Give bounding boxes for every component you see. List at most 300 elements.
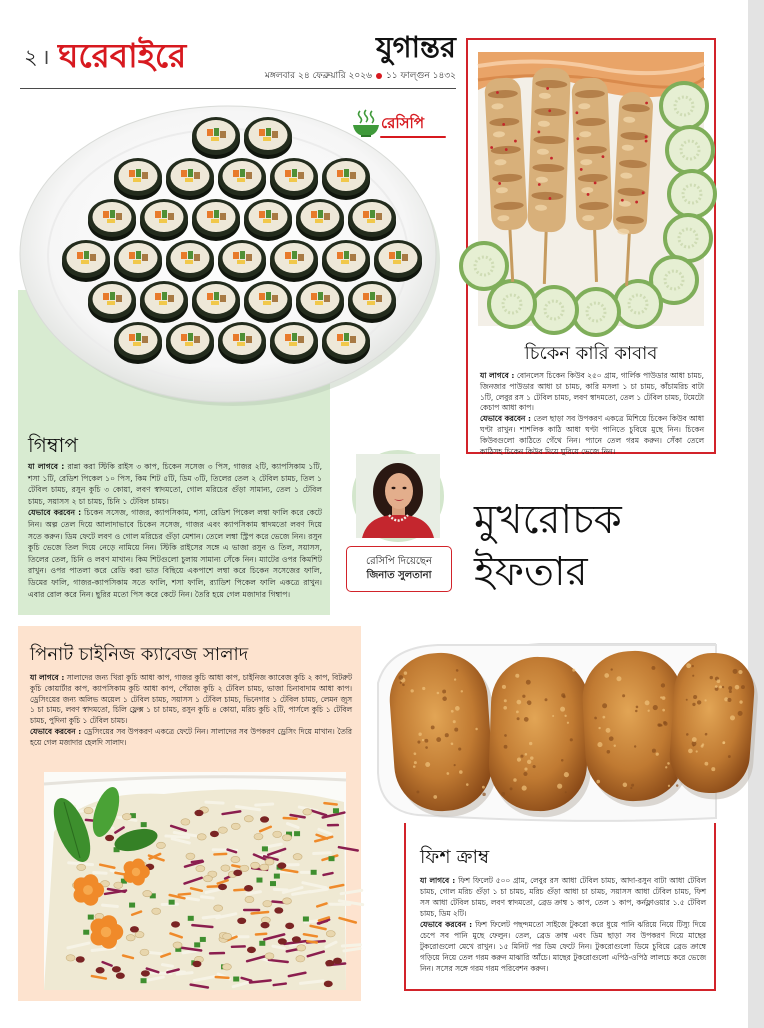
egg-filling (185, 260, 193, 264)
sausage-filling (298, 172, 304, 179)
capsicum-piece (333, 808, 339, 813)
gimbap-piece (114, 322, 162, 364)
gimbap-title: গিম্বাপ (28, 433, 78, 457)
sausage-filling (402, 254, 408, 261)
salad-photo (44, 772, 346, 990)
peanut (214, 905, 223, 911)
credit-label: রেসিপি দিয়েছেন (366, 556, 432, 567)
capsicum-piece (270, 881, 276, 886)
carrot-filling (259, 211, 265, 218)
red-bean (105, 835, 114, 841)
peanut (77, 864, 86, 870)
peanut (293, 854, 302, 860)
capsicum-piece (194, 942, 200, 947)
egg-filling (289, 178, 297, 182)
gimbap-method (28, 507, 322, 600)
egg-filling (133, 178, 141, 182)
egg-filling (393, 260, 401, 264)
carrot-filling (259, 129, 265, 136)
capsicum-piece (262, 846, 268, 851)
sausage-filling (272, 213, 278, 220)
cucumber-filling (84, 251, 89, 259)
peanut (254, 833, 263, 839)
eye (403, 487, 407, 489)
gimbap-piece (322, 158, 370, 200)
cucumber-filling (188, 169, 193, 177)
cucumber-slice (531, 287, 577, 333)
peanut (140, 949, 149, 955)
cucumber-filling (136, 169, 141, 177)
egg-filling (211, 219, 219, 223)
carrot-shred (179, 894, 190, 895)
newspaper-logo: যুগান্তর (375, 30, 456, 64)
carrot-filling (233, 252, 239, 259)
red-bean (324, 981, 333, 987)
carrot-filling (207, 129, 213, 136)
peanut (273, 831, 282, 837)
peanut (245, 896, 254, 902)
sausage-filling (90, 254, 96, 261)
peanut (222, 964, 231, 970)
cabbage-shred (162, 965, 172, 967)
egg-filling (289, 260, 297, 264)
egg-filling (367, 219, 375, 223)
fish-method (420, 919, 706, 974)
cucumber-filling (318, 292, 323, 300)
capsicum-piece (141, 978, 147, 983)
cabbage-shred (202, 897, 214, 898)
peanut (156, 842, 165, 848)
egg-filling (133, 260, 141, 264)
ingredients-text: রান্না করা স্টিকি রাইস ৩ কাপ, চিকেন সসেজ ৩ পিস, গাজর ২টি, ক্যাপসিকাম ১টি, শসা ১টি, রেডিশ পিকেল ১০ পিস, কিম শিট ৫টি, ডিম ৩টি, তিলের তেল ২ টেবিল চামচ, তিল ১ টেবিল চামচ, রসুন কুচি ৩ কোয়া, লবণ স্বাদমতো, গোল মরিচের গুঁড়া সামান্য, তেল ১ টেবিল চামচ, সয়াসস ২ চা চামচ, চিনি ১ টেবিল চামচ। (28, 462, 322, 506)
ingredients-text: বোনলেস চিকেন কিউব ২৫০ গ্রাম, গার্লিক পাউডার আধা চামচ, জিনজার পাউডার আধা চা চামচ, কারি মসলা ১ চা চামচ, কাঁচামরিচ বাটা ১টি, লেবুর রস ১ টেবিল চামচ, লবণ স্বাদমতো, তেল ১ টেবিল চামচ, টমেটো কেচাপ আধা কাপ। (480, 371, 704, 413)
gimbap-piece (88, 199, 136, 241)
chicken-kabab-title: চিকেন কারি কাবাব (524, 343, 658, 364)
date-separator-dot (376, 73, 382, 79)
carrot-filling (103, 293, 109, 300)
carrot-filling (337, 334, 343, 341)
peanut (296, 956, 305, 962)
gimbap-piece (296, 199, 344, 241)
cucumber-slice (665, 215, 711, 261)
sausage-filling (324, 295, 330, 302)
gimbap-piece (322, 240, 370, 282)
red-bean (261, 922, 270, 928)
capsicum-piece (83, 930, 89, 935)
chicken-kabab-body (480, 371, 704, 456)
peanut (283, 898, 292, 904)
egg-filling (315, 301, 323, 305)
gimbap-body (28, 461, 322, 613)
page-number (24, 44, 50, 70)
peanut (186, 853, 195, 859)
gimbap-piece (296, 281, 344, 323)
cabbage-shred (177, 973, 192, 975)
gimbap-piece (270, 322, 318, 364)
gimbap-piece (62, 240, 110, 282)
peanut (203, 875, 212, 881)
carrot-filling (155, 293, 161, 300)
egg-filling (107, 301, 115, 305)
cucumber-filling (370, 292, 375, 300)
croquette-body (667, 650, 757, 795)
cucumber-filling (136, 251, 141, 259)
ingredients-label: যা লাগবে : (30, 673, 65, 682)
egg-filling (211, 137, 219, 141)
method-label: যেভাবে করবেন : (30, 726, 82, 736)
egg-filling (341, 178, 349, 182)
method-label: যেভাবে করবেন : (28, 508, 82, 518)
cucumber-filling (214, 128, 219, 136)
cucumber-filling (370, 210, 375, 218)
recipe-credit (346, 546, 452, 592)
egg-filling (263, 219, 271, 223)
gimbap-plate-photo (16, 96, 442, 408)
peanut (303, 809, 312, 815)
red-bean (76, 956, 85, 962)
peanut (143, 890, 152, 896)
salad-method (30, 727, 352, 749)
cucumber-slice (669, 171, 715, 217)
peanut (181, 819, 190, 825)
carrot-shred (284, 818, 297, 819)
carrot-filling (129, 334, 135, 341)
peanut (197, 834, 206, 840)
gimbap-piece (166, 322, 214, 364)
cucumber-filling (162, 292, 167, 300)
gimbap-piece (192, 117, 240, 159)
egg-filling (107, 219, 115, 223)
red-bean (171, 921, 180, 927)
sausage-filling (220, 213, 226, 220)
croquette-body (487, 655, 590, 812)
sausage-filling (168, 295, 174, 302)
carrot-filling (285, 334, 291, 341)
sausage-filling (272, 295, 278, 302)
eye (392, 487, 396, 489)
red-bean (237, 918, 246, 924)
fish-croquette (487, 655, 595, 818)
peanut (126, 935, 135, 941)
capsicum-piece (329, 856, 335, 861)
ingredients-text: সালাদের জন্য খিরা কুচি আধা কাপ, গাজর কুচি আধা কাপ, চাইনিজ ক্যাবেজ কুচি ২ কাপ, বিটরুট কুচি কোয়ার্টার কাপ, ক্যাপসিকাম কুচি আধা কাপ, পেঁয়াজ কুচি ২ টেবিল চামচ, ভাজা চিনাবাদাম আধা কাপ। ড্রেসিংয়ের জন্য অলিভ অয়েল ১ টেবিল চামচ, সয়াসস ১ টেবিল চামচ, ভিনেগার ১ টেবিল চামচ, লেমন জুস ১ চা চামচ, লবণ স্বাদমতো, চিলি ফ্লেক্স ১ চা চামচ, রসুন কুচি ৪ কোয়া, মরিচ কুচি ২টি, পার্সলে কুচি ১ টেবিল চামচ, পুদিনা কুচি ১ টেবিল চামচ। (30, 673, 352, 726)
gimbap-piece (88, 281, 136, 323)
capsicum-piece (256, 878, 262, 883)
page-edge-strip (748, 0, 764, 1028)
peanut (196, 865, 205, 871)
carrot-filling (337, 170, 343, 177)
sausage-filling (350, 336, 356, 343)
peanut (326, 931, 335, 937)
capsicum-piece (200, 937, 206, 942)
red-bean (333, 958, 342, 964)
cabbage-shred (103, 905, 118, 906)
carrot-filling (181, 252, 187, 259)
cucumber-filling (214, 210, 219, 218)
bowl-base (361, 135, 371, 137)
bowl (353, 125, 379, 136)
ingredients-label: যা লাগবে : (480, 371, 515, 380)
peanut (231, 823, 240, 829)
carrot-filling (181, 170, 187, 177)
salad-body (30, 673, 352, 765)
egg-filling (289, 342, 297, 346)
gimbap-piece (140, 281, 188, 323)
salad-ingredients (30, 673, 352, 727)
carrot-center (132, 868, 140, 876)
red-bean (218, 884, 227, 890)
cucumber-filling (344, 333, 349, 341)
peanut (122, 814, 131, 820)
peanut (240, 865, 249, 871)
red-bean (244, 885, 253, 891)
egg-filling (185, 342, 193, 346)
red-bean (194, 810, 203, 816)
peanut (66, 955, 75, 961)
carrot-filling (181, 334, 187, 341)
sausage-filling (220, 295, 226, 302)
egg-filling (237, 342, 245, 346)
carrot-shred (252, 912, 268, 914)
method-label: যেভাবে করবেন : (420, 920, 473, 929)
fish-crumb-title: ফিশ ক্রাম্ব (420, 846, 490, 868)
page-number-separator: । (41, 45, 50, 69)
cucumber-filling (266, 292, 271, 300)
sausage-filling (142, 336, 148, 343)
egg-filling (367, 301, 375, 305)
carrot-filling (337, 252, 343, 259)
ingredients-label: যা লাগবে : (28, 462, 65, 471)
cucumber-filling (188, 333, 193, 341)
sausage-filling (272, 131, 278, 138)
sausage-filling (116, 295, 122, 302)
sausage-filling (298, 336, 304, 343)
sausage-filling (142, 254, 148, 261)
cucumber-filling (318, 210, 323, 218)
sausage-filling (350, 254, 356, 261)
gimbap-piece (244, 281, 292, 323)
carrot-shred (214, 854, 226, 855)
sausage-filling (194, 336, 200, 343)
cucumber-slice (573, 289, 619, 335)
author-portrait (356, 454, 440, 538)
carrot-filling (129, 252, 135, 259)
cucumber-filling (344, 169, 349, 177)
gimbap-piece (244, 117, 292, 159)
gimbap-piece (114, 240, 162, 282)
section-title: ঘরেবাইরে (58, 36, 187, 75)
sausage-filling (142, 172, 148, 179)
cucumber-filling (110, 292, 115, 300)
gimbap-piece (166, 158, 214, 200)
peanut (221, 865, 230, 871)
egg-filling (81, 260, 89, 264)
peanut (173, 942, 182, 948)
sausage-filling (116, 213, 122, 220)
wooden-stick (544, 226, 546, 284)
gimbap-piece (114, 158, 162, 200)
carrot-filling (207, 211, 213, 218)
red-bean (130, 926, 139, 932)
carrot-shred (256, 934, 266, 935)
cucumber-filling (344, 251, 349, 259)
capsicum-piece (294, 831, 300, 836)
fish-croquettes (387, 648, 761, 820)
date-gregorian: মঙ্গলবার ২৪ ফেব্রুয়ারি ২০২৬ (264, 71, 372, 81)
capsicum-piece (303, 916, 309, 921)
ingredients-text: ফিশ ফিলেট ৫০০ গ্রাম, লেবুর রস আধা টেবিল চামচ, আদা-রসুন বাটা আধা টেবিল চামচ, গোল মরিচ গুঁড়া ১ চা চামচ, মরিচ গুঁড়া আধা চা চামচ, সয়াসস আধা টেবিল চামচ, ফিশ সস আধা টেবিল চামচ, লবণ স্বাদমতো, ব্রেড ক্রাম্ব ১ কাপ, তেল ১ কাপ, কর্নফ্লাওয়ার ১.৫ টেবিল চামচ, ডিম ২টি। (420, 876, 706, 918)
sausage-filling (220, 131, 226, 138)
carrot-filling (259, 293, 265, 300)
cabbage-shred (206, 802, 223, 803)
gimbap-piece (218, 322, 266, 364)
red-bean (274, 907, 283, 913)
carrot-filling (129, 170, 135, 177)
date-bangla: ১১ ফাল্গুন ১৪৩২ (385, 71, 456, 81)
sausage-filling (246, 172, 252, 179)
gimbap-piece (270, 158, 318, 200)
carrot-filling (207, 293, 213, 300)
red-bean (141, 970, 150, 976)
peanut (282, 834, 291, 840)
method-label: যেভাবে করবেন : (480, 414, 531, 424)
gimbap-piece (348, 281, 396, 323)
dateline (216, 70, 456, 82)
cucumber-filling (240, 251, 245, 259)
method-text: ফিশ ফিলেট পছন্দমতো সাইজে টুকরো করে ধুয়ে পানি ঝরিয়ে নিয়ে টিস্যু দিয়ে চেপে সব পানি মুছে ফেলুন। তেল, ব্রেড ক্রাম্ব এবং ডিম ছাড়া সব উপকরণ দিয়ে মাছের টুকরোগুলো মেখে রাখুন। ১৫ মিনিট পর ডিম ফেটে নিন। টুকরোগুলো ডিমে চুবিয়ে ব্রেড ক্রাম্বে গড়িয়ে নিয়ে তেল গরম করুন মাঝারি আঁচে। মাছের টুকরোগুলো এপিঠ-ওপিঠ লালচে করে ভেজে নিন। সসের সঙ্গে গরম গরম পরিবেশন করুন। (420, 920, 706, 973)
page-number-value: ২ (24, 45, 38, 69)
fish-ingredients (420, 875, 706, 919)
method-text: তেল ছাড়া সব উপকরণ একত্রে মিশিয়ে চিকেন কিউব আধা ঘণ্টা রাখুন। শাশলিক কাঠি আধা ঘণ্টা পানিতে চুবিয়ে মুছে নিন। চিকেন কিউবগুলো কাঠিতে গেঁথে নিন। প্যানে তেল গরম করুন। সেঁকা তেলে কাঠিসহ চিকেন কিউব দিয়ে ঘুরিয়ে ভেজে নিন। (480, 414, 704, 456)
credit-name: জিনাত সুলতানা (366, 570, 432, 581)
peanut (265, 953, 274, 959)
egg-filling (185, 178, 193, 182)
fish-croquette (667, 650, 761, 802)
gimbap-piece (192, 281, 240, 323)
carrot-filling (285, 252, 291, 259)
sausage-filling (376, 213, 382, 220)
red-bean (112, 966, 121, 972)
cucumber-filling (110, 210, 115, 218)
egg-filling (341, 260, 349, 264)
carrot-filling (103, 211, 109, 218)
red-bean (192, 961, 201, 967)
sausage-filling (246, 254, 252, 261)
gimbap-piece (140, 199, 188, 241)
headline-line-1: মুখরোচক (474, 497, 622, 543)
egg-filling (263, 137, 271, 141)
peanut (223, 933, 232, 939)
ingredients-label: যা লাগবে : (420, 876, 456, 885)
steam-line (359, 111, 362, 123)
cabbage-shred (273, 946, 284, 948)
sausage-filling (350, 172, 356, 179)
beetroot-shred (274, 984, 286, 986)
egg-filling (315, 219, 323, 223)
author-photo (352, 450, 444, 542)
capsicum-piece (233, 977, 239, 982)
cabbage-shred (166, 836, 189, 838)
red-bean (116, 973, 125, 979)
method-text: চিকেন সসেজ, গাজর, ক্যাপসিকাম, শসা, রেডিশ পিকেল লম্বা ফালি করে কেটে নিন। অল্প তেল দিয়ে আলাদাভাবে চিকেন সসেজ, গাজর এবং ক্যাপসিকাম স্বাদমতো লবণ দিয়ে সতে করুন। ডিম ফেটে লবণ ও গোল মরিচের গুঁড়া মেশান। তেলে লম্বা স্ট্রিপ করে ভেজে নিন। রসুন কুচি ভেজে তিল দিয়ে নেড়ে নামিয়ে নিন। স্টিকি রাইসের সঙ্গে এ ভাজা রসুন ও তিল, সয়াসস, তিলের তেল, চিনি ও লবণ মাখান। কিম শিটগুলো চুলায় সামান্য সেঁকে নিন। ম্যাটের ওপর কিমশিট রাখুন। ওপর পাতলা করে রেডি করা ভাত বিছিয়ে একপাশে লম্বা করে চিকেন সসেজের ফালি, ডিমের ফালি, গাজর-ক্যাপসিকাম সতে ফালি, শসা ফালি, র‌্যাডিশ পিকেল ফালি একত্রে রাখুন। এবার রোল করে নিন। ছুরির মতো পিস করে কেটে নিন। তৈরি হয়ে গেল মজাদার গিম্বাপ। (28, 508, 322, 599)
salad-title: পিনাট চাইনিজ ক্যাবেজ সালাদ (30, 644, 249, 665)
red-bean (285, 923, 294, 929)
carrot-filling (233, 170, 239, 177)
cucumber-filling (396, 251, 401, 259)
kabab-method (480, 414, 704, 457)
capsicum-piece (88, 915, 94, 920)
gimbap-piece (270, 240, 318, 282)
carrot-filling (311, 211, 317, 218)
fish-crumb-body (420, 875, 706, 985)
cucumber-filling (136, 333, 141, 341)
sausage-filling (298, 254, 304, 261)
peanut (297, 945, 306, 951)
steam-line (365, 110, 368, 122)
egg-filling (237, 178, 245, 182)
cucumber-filling (188, 251, 193, 259)
cucumber-filling (292, 333, 297, 341)
egg-filling (263, 301, 271, 305)
peanut (231, 856, 240, 862)
cucumber-filling (240, 169, 245, 177)
capsicum-piece (311, 870, 317, 875)
gimbap-piece (166, 240, 214, 282)
peanut (244, 816, 253, 822)
chicken-kabab-photo (478, 52, 704, 326)
carrot-shred (307, 941, 316, 942)
peanut (218, 827, 227, 833)
cucumber-slice (667, 127, 713, 173)
cucumber-slice (461, 243, 507, 289)
red-bean (277, 862, 286, 868)
cabbage-shred (94, 872, 106, 873)
gimbap-ingredients (28, 461, 322, 507)
headline-line-2: ইফতার (474, 549, 588, 595)
cucumber-filling (292, 169, 297, 177)
cabbage-shred (342, 945, 360, 946)
cucumber-filling (266, 210, 271, 218)
capsicum-piece (188, 916, 194, 921)
carrot-filling (363, 293, 369, 300)
capsicum-piece (274, 874, 280, 879)
peanut (263, 901, 272, 907)
red-bean (278, 938, 287, 944)
red-bean (260, 816, 269, 822)
carrot-center (83, 885, 93, 895)
steam-line (371, 111, 374, 123)
header-rule (20, 88, 456, 89)
sausage-filling (376, 295, 382, 302)
croquette-body (387, 650, 496, 814)
peanut (135, 931, 144, 937)
egg-filling (133, 342, 141, 346)
gimbap-piece (244, 199, 292, 241)
peanut (84, 807, 93, 813)
red-bean (96, 967, 105, 973)
face (385, 473, 413, 509)
badge-label: রেসিপি (381, 114, 425, 132)
cabbage-shred (256, 804, 273, 805)
egg-filling (159, 301, 167, 305)
egg-filling (237, 260, 245, 264)
cucumber-filling (162, 210, 167, 218)
cucumber-filling (240, 333, 245, 341)
red-bean (292, 936, 301, 942)
peanut (152, 908, 161, 914)
fish-crumb-photo (378, 643, 716, 823)
cabbage-shred (274, 889, 287, 890)
